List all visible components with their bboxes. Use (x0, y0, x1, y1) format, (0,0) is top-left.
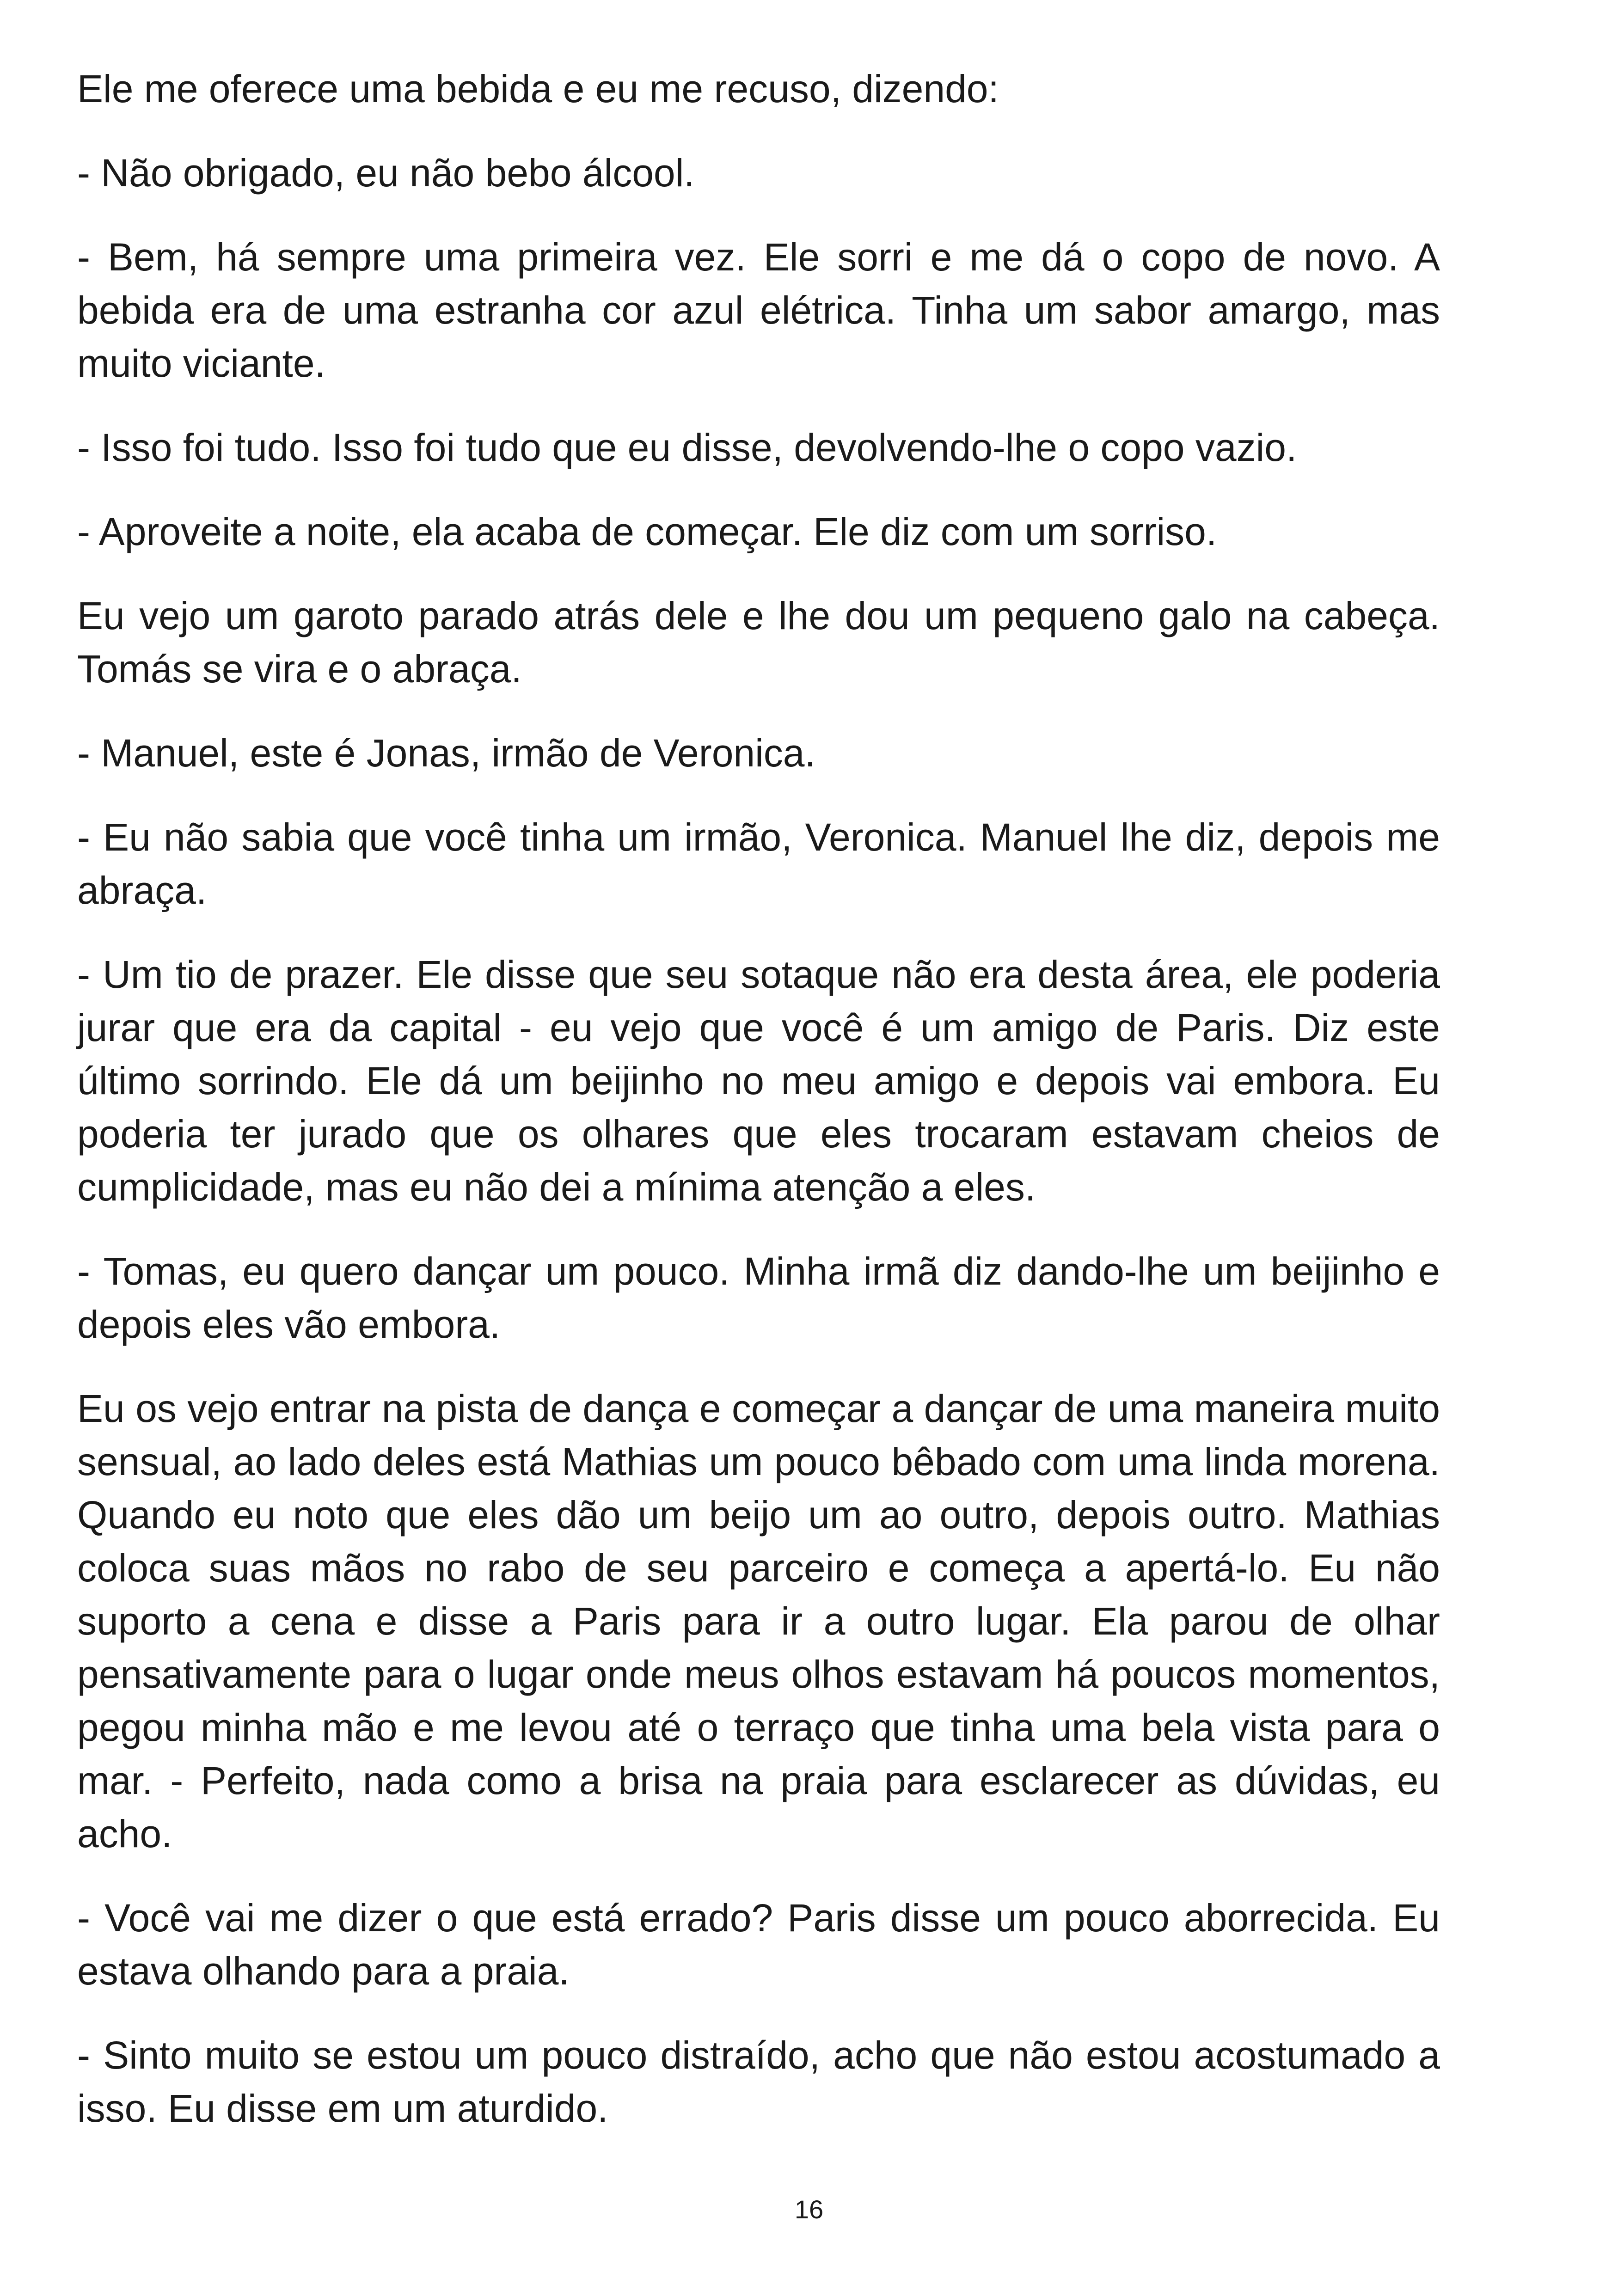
paragraph: - Não obrigado, eu não bebo álcool. (77, 151, 695, 195)
paragraph: - Manuel, este é Jonas, irmão de Veronica. (77, 731, 815, 775)
paragraph: - Tomas, eu quero dançar um pouco. Minha irmã diz dando-lhe um beijinho e depois eles vão embora. (77, 1249, 1440, 1346)
paragraph: Ele me oferece uma bebida e eu me recuso, dizendo: (77, 67, 999, 110)
paragraph: Eu os vejo entrar na pista de dança e começar a dançar de uma maneira muito sensual, ao lado deles está Mathias um pouco bêbado com uma linda morena. Quando eu noto que eles dão um beijo um ao outro, depois outro. Mathias coloca suas mãos no rabo de seu parceiro e começa a apertá-lo. Eu não suporto a cena e disse a Paris para ir a outro lugar. Ela parou de olhar pensativamente para o lugar onde meus olhos estavam há poucos momentos, pegou minha mão e me levou até o terraço que tinha uma bela vista para o mar. - Perfeito, nada como a brisa na praia para esclarecer as dúvidas, eu acho. (77, 1387, 1440, 1855)
paragraph: Eu vejo um garoto parado atrás dele e lhe dou um pequeno galo na cabeça. Tomás se vira e o abraça. (77, 594, 1440, 691)
page-number: 16 (794, 2195, 824, 2224)
paragraph: - Eu não sabia que você tinha um irmão, Veronica. Manuel lhe diz, depois me abraça. (77, 815, 1440, 912)
paragraph: - Isso foi tudo. Isso foi tudo que eu disse, devolvendo-lhe o copo vazio. (77, 426, 1297, 469)
paragraph: - Você vai me dizer o que está errado? Paris disse um pouco aborrecida. Eu estava olhando para a praia. (77, 1896, 1440, 1993)
paragraph: - Aproveite a noite, ela acaba de começar. Ele diz com um sorriso. (77, 510, 1217, 553)
text-body (77, 62, 1440, 2166)
paragraph: - Sinto muito se estou um pouco distraído, acho que não estou acostumado a isso. Eu disse em um aturdido. (77, 2033, 1440, 2130)
paragraph: - Um tio de prazer. Ele disse que seu sotaque não era desta área, ele poderia jurar que era da capital - eu vejo que você é um amigo de Paris. Diz este último sorrindo. Ele dá um beijinho no meu amigo e depois vai embora. Eu poderia ter jurado que os olhares que eles trocaram estavam cheios de cumplicidade, mas eu não dei a mínima atenção a eles. (77, 953, 1440, 1209)
paragraph: - Bem, há sempre uma primeira vez. Ele sorri e me dá o copo de novo. A bebida era de uma estranha cor azul elétrica. Tinha um sabor amargo, mas muito viciante. (77, 235, 1440, 385)
